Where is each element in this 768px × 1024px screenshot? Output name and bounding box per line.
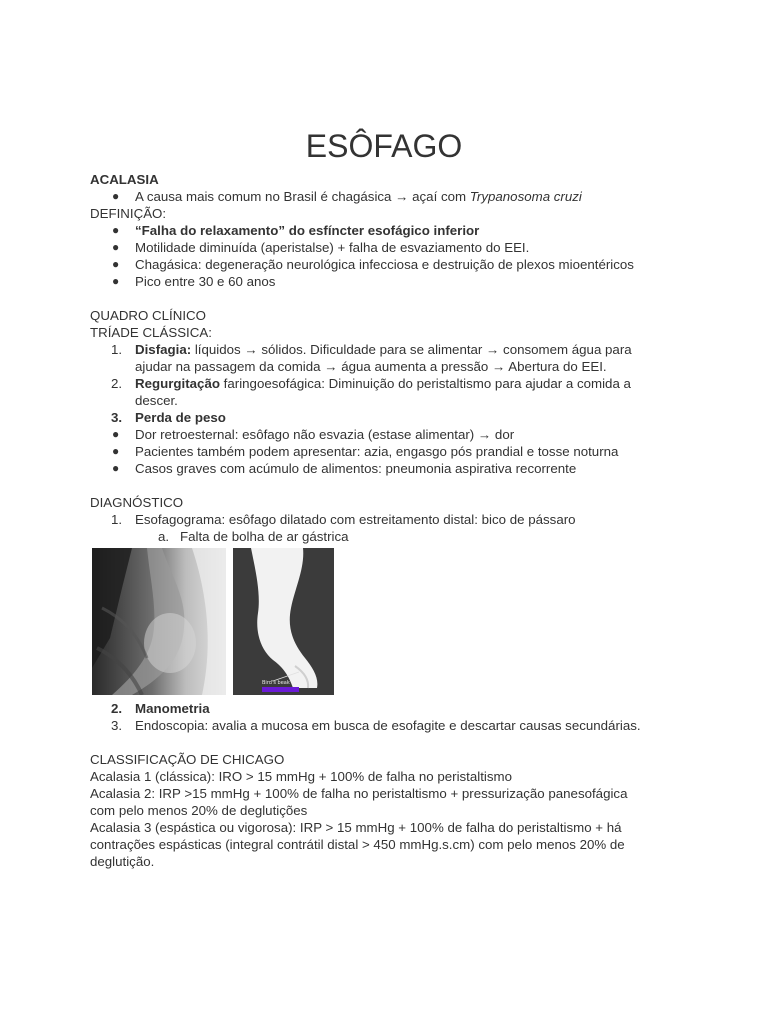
chicago-line: Acalasia 1 (clássica): IRO > 15 mmHg + 100% de falha no peristaltismo <box>90 769 512 784</box>
section-heading-diagnostico: DIAGNÓSTICO <box>90 495 184 510</box>
bullet-icon: ● <box>112 427 120 441</box>
document-content <box>90 171 680 870</box>
bullet-icon: ● <box>112 257 120 271</box>
numbered-item: 3. Perda de peso <box>111 410 226 425</box>
bullet-icon: ● <box>112 461 120 475</box>
section-heading-quadro-clinico: QUADRO CLÍNICO <box>90 308 206 323</box>
bullet-icon: ● <box>112 189 120 203</box>
list-item: ● Chagásica: degeneração neurológica infecciosa e destruição de plexos mioentéricos <box>112 257 634 272</box>
section-heading-acalasia: ACALASIA <box>90 172 159 187</box>
bullet-icon: ● <box>112 223 120 237</box>
definition-label: DEFINIÇÃO: <box>90 206 167 221</box>
list-item: ● Pico entre 30 e 60 anos <box>112 274 276 289</box>
list-item: ● Pacientes também podem apresentar: azia, engasgo pós prandial e tosse noturna <box>112 444 619 459</box>
list-item: ● A causa mais comum no Brasil é chagásica → açaí com Trypanosoma cruzi <box>112 189 582 204</box>
figures-row <box>90 548 680 700</box>
bullet-icon: ● <box>112 444 120 458</box>
triad-label: TRÍADE CLÁSSICA: <box>90 325 212 340</box>
numbered-item: 1. Esofagograma: esôfago dilatado com estreitamento distal: bico de pássaro <box>111 512 576 527</box>
numbered-item: 1. Disfagia: líquidos → sólidos. Dificuldade para se alimentar → consomem água para ajudar na passagem da comida → água aumenta a pressão → Abertura do EEI. <box>111 342 632 374</box>
chest-xray-image <box>92 548 226 695</box>
section-heading-chicago: CLASSIFICAÇÃO DE CHICAGO <box>90 752 285 767</box>
list-item: ● “Falha do relaxamento” do esfíncter esofágico inferior <box>112 223 480 238</box>
figure-caption: Bird's beak <box>262 680 290 686</box>
chicago-line: contrações espásticas (integral contrátil distal > 450 mmHg.s.cm) com pelo menos 20% de <box>90 837 625 852</box>
numbered-item: 2. Manometria <box>111 701 210 716</box>
bullet-icon: ● <box>112 240 120 254</box>
list-item: ● Casos graves com acúmulo de alimentos: pneumonia aspirativa recorrente <box>112 461 577 476</box>
chicago-line: Acalasia 2: IRP >15 mmHg + 100% de falha no peristaltismo + pressurização panesofágica <box>90 786 628 801</box>
sub-item: a. Falta de bolha de ar gástrica <box>158 529 349 544</box>
numbered-item: 3. Endoscopia: avalia a mucosa em busca de esofagite e descartar causas secundárias. <box>111 718 641 733</box>
barium-swallow-image <box>233 548 334 695</box>
page-title: ESÔFAGO <box>305 128 463 164</box>
chicago-line: deglutição. <box>90 854 155 869</box>
list-item: ● Motilidade diminuída (aperistalse) + falha de esvaziamento do EEI. <box>112 240 530 255</box>
list-item: ● Dor retroesternal: esôfago não esvazia (estase alimentar) → dor <box>112 427 515 442</box>
chicago-line: com pelo menos 20% de deglutições <box>90 803 308 818</box>
bullet-icon: ● <box>112 274 120 288</box>
chicago-line: Acalasia 3 (espástica ou vigorosa): IRP > 15 mmHg + 100% de falha do peristaltismo + há <box>90 820 622 835</box>
numbered-item: 2. Regurgitação faringoesofágica: Diminuição do peristaltismo para ajudar a comida a descer. <box>111 376 631 408</box>
